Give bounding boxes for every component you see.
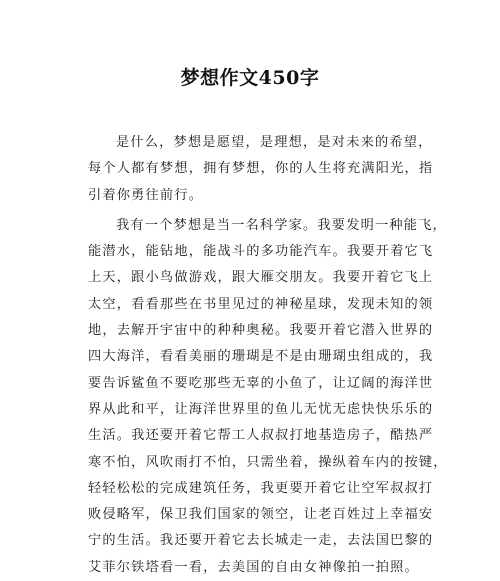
page-title: 梦想作文450字 <box>180 67 320 89</box>
text-line: 宁的生活。我还要开着它去长城走一走，去法国巴黎的 <box>88 533 434 549</box>
text-line: 轻轻松松的完成建筑任务，我更要开着它让空军叔叔打 <box>88 480 434 496</box>
essay-body <box>88 130 448 581</box>
text-line: 艾菲尔铁塔看一看，去美国的自由女神像拍一拍照。 <box>88 559 419 575</box>
text-line: 我有一个梦想是当一名科学家。我要发明一种能飞， <box>116 217 447 233</box>
text-line: 太空，看看那些在书里见过的神秘星球，发现未知的领 <box>88 296 434 312</box>
paragraph-2 <box>88 213 448 581</box>
text-line: 地，去解开宇宙中的种种奥秘。我要开着它潜入世界的 <box>88 323 434 339</box>
paragraph-1 <box>88 130 434 209</box>
text-line: 生活。我还要开着它帮工人叔叔打地基造房子，酷热严 <box>88 428 434 444</box>
text-line: 上天，跟小鸟做游戏，跟大雁交朋友。我要开着它飞上 <box>88 270 434 286</box>
text-line: 要告诉鲨鱼不要吃那些无辜的小鱼了，让辽阔的海洋世 <box>88 375 434 391</box>
text-line: 每个人都有梦想，拥有梦想，你的人生将充满阳光，指 <box>88 161 434 177</box>
text-line: 能潜水，能钻地，能战斗的多功能汽车。我要开着它飞 <box>88 244 434 260</box>
text-line: 败侵略军，保卫我们国家的领空，让老百姓过上幸福安 <box>88 507 434 523</box>
text-line: 寒不怕，风吹雨打不怕，只需坐着，操纵着车内的按键， <box>88 454 448 470</box>
text-line: 四大海洋，看看美丽的珊瑚是不是由珊瑚虫组成的，我 <box>88 349 434 365</box>
text-line: 界从此和平，让海洋世界里的鱼儿无忧无虑快快乐乐的 <box>88 401 434 417</box>
text-line: 引着你勇往前行。 <box>88 187 204 203</box>
text-line: 是什么，梦想是愿望，是理想，是对未来的希望， <box>116 135 433 150</box>
